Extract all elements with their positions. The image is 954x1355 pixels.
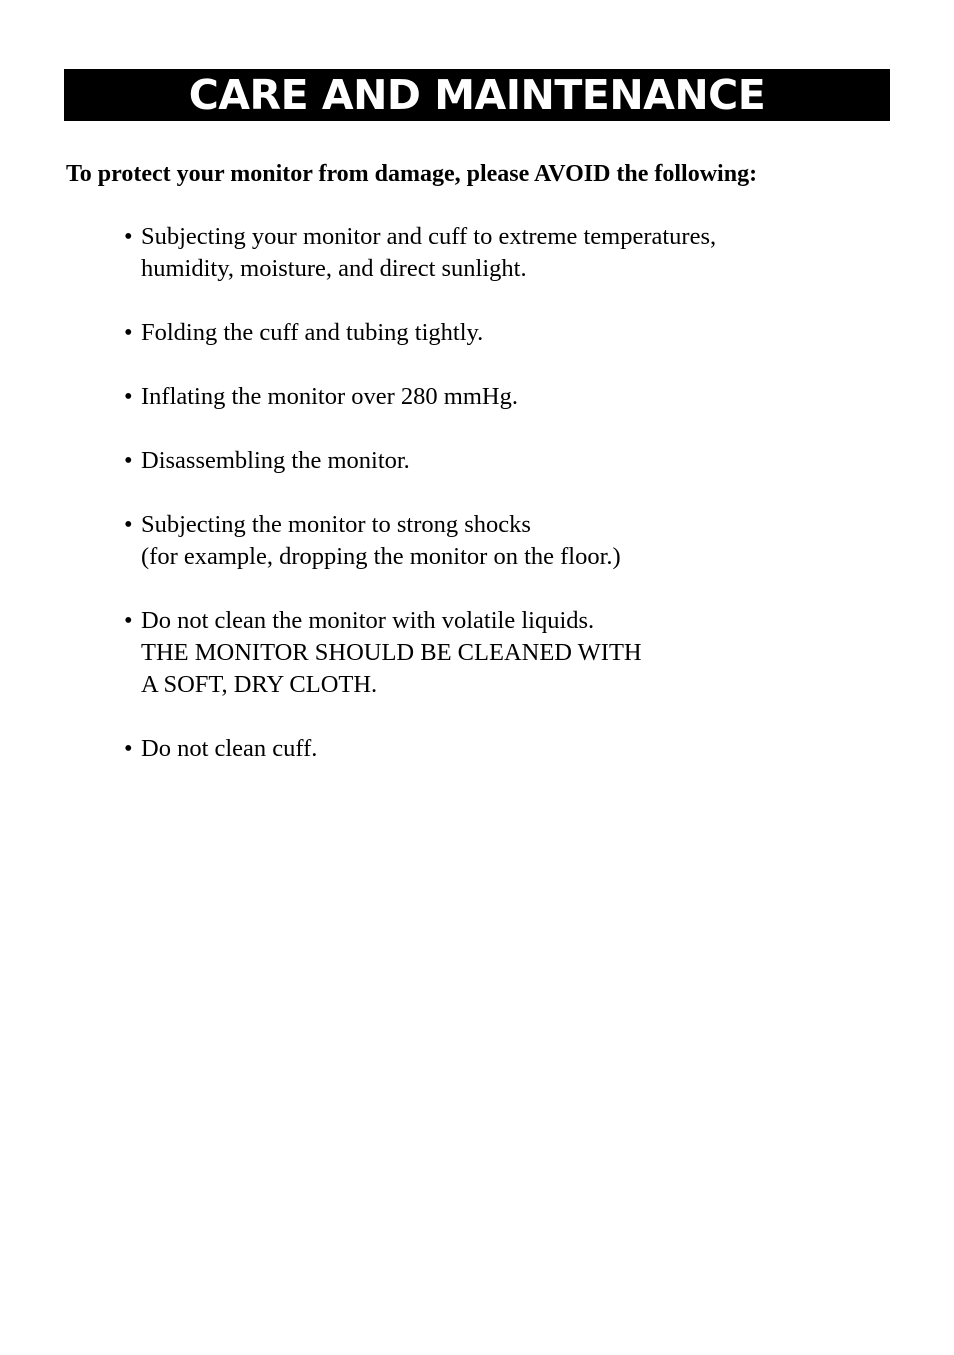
list-item — [124, 509, 716, 573]
item-text-line: Inflating the monitor over 280 mmHg. — [141, 383, 518, 410]
item-text-line: THE MONITOR SHOULD BE CLEANED WITH — [141, 639, 642, 666]
list-item — [124, 733, 716, 765]
bullet-icon: • — [124, 511, 133, 538]
list-item — [124, 221, 716, 285]
list-item — [124, 317, 716, 349]
page-title: CARE AND MAINTENANCE — [188, 70, 766, 119]
item-text-line: Disassembling the monitor. — [141, 447, 410, 474]
list-item — [124, 445, 716, 477]
list-item — [124, 605, 716, 701]
bullet-icon: • — [124, 447, 133, 474]
bullet-icon: • — [124, 383, 133, 410]
item-text-line: Subjecting the monitor to strong shocks — [141, 511, 531, 538]
intro-text: To protect your monitor from damage, please AVOID the following: — [66, 161, 758, 187]
bullet-icon: • — [124, 607, 133, 634]
item-text-line: A SOFT, DRY CLOTH. — [141, 671, 378, 698]
bullet-icon: • — [124, 735, 133, 762]
section-title-bar — [64, 69, 890, 121]
item-text-line: Subjecting your monitor and cuff to extreme temperatures, — [141, 223, 717, 250]
avoid-list — [124, 221, 716, 797]
bullet-icon: • — [124, 223, 133, 250]
item-text-line: humidity, moisture, and direct sunlight. — [141, 255, 527, 282]
item-text-line: Folding the cuff and tubing tightly. — [141, 319, 484, 346]
list-item — [124, 381, 716, 413]
item-text-line: (for example, dropping the monitor on the floor.) — [141, 543, 621, 570]
bullet-icon: • — [124, 319, 133, 346]
item-text-line: Do not clean the monitor with volatile liquids. — [141, 607, 595, 634]
item-text-line: Do not clean cuff. — [141, 735, 318, 762]
